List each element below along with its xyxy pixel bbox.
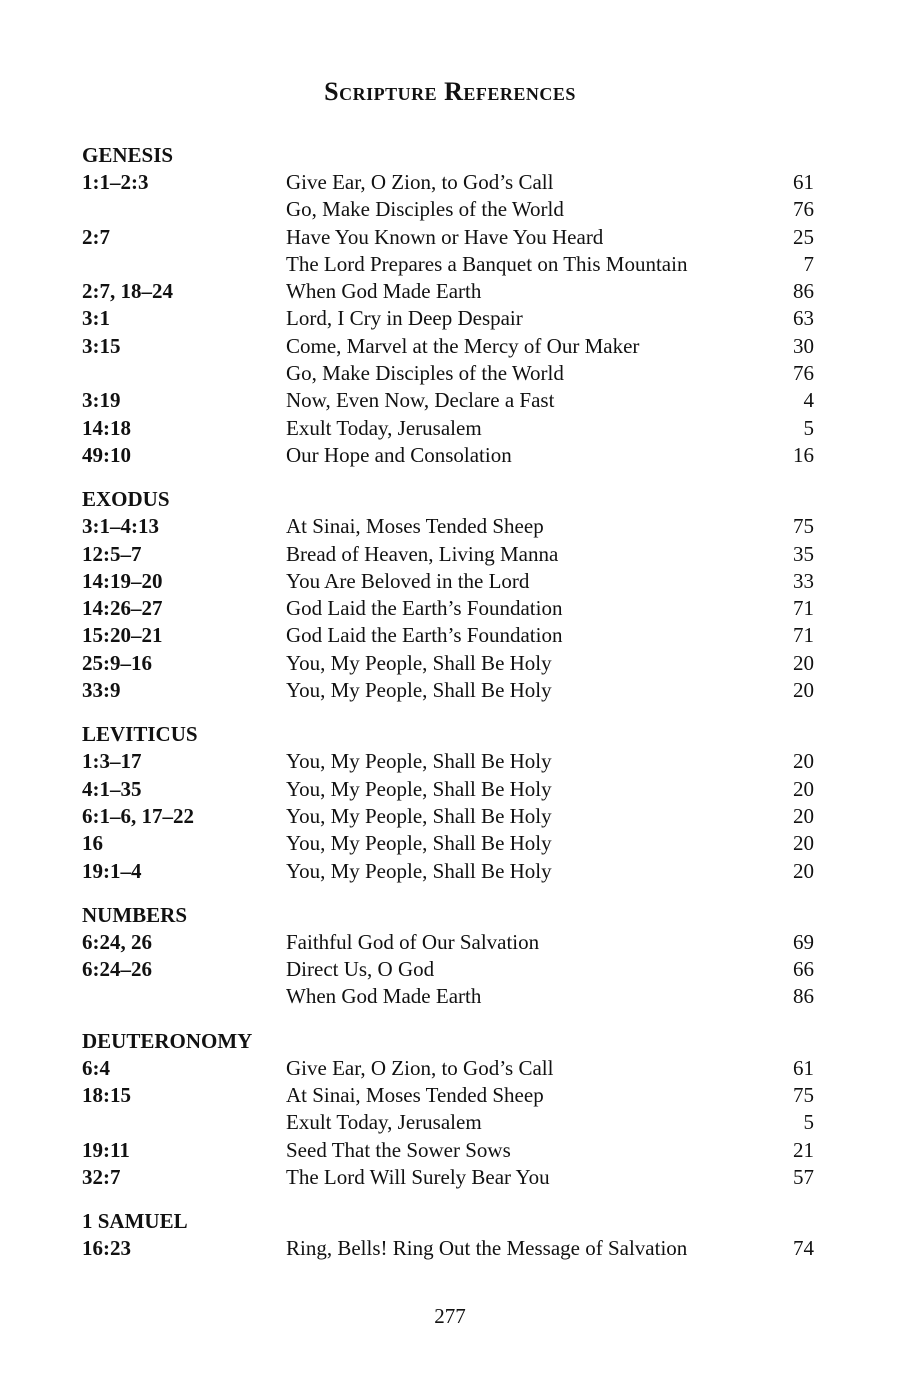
page-title: Scripture References (324, 77, 576, 106)
book-heading: EXODUS (82, 487, 170, 512)
scripture-reference: 6:24, 26 (82, 929, 152, 954)
hymn-number: 21 (793, 1137, 814, 1162)
reference-row (82, 196, 814, 223)
hymn-title: God Laid the Earth’s Foundation (286, 596, 563, 621)
hymn-title: Bread of Heaven, Living Manna (286, 541, 559, 566)
hymn-number: 4 (803, 388, 814, 413)
hymn-title: You, My People, Shall Be Holy (286, 803, 552, 828)
hymn-number: 71 (793, 623, 814, 648)
scripture-reference: 2:7, 18–24 (82, 279, 173, 304)
hymn-title: When God Made Earth (286, 279, 482, 304)
hymn-title: Seed That the Sower Sows (286, 1137, 511, 1162)
hymn-title: You, My People, Shall Be Holy (286, 831, 552, 856)
hymn-number: 20 (793, 650, 814, 675)
scripture-reference: 18:15 (82, 1083, 131, 1108)
hymn-number: 69 (793, 929, 814, 954)
scripture-reference: 49:10 (82, 442, 131, 467)
hymn-title: Direct Us, O God (286, 957, 435, 982)
book-section (82, 142, 814, 469)
hymn-title: You, My People, Shall Be Holy (286, 678, 552, 703)
reference-row (82, 1137, 814, 1164)
hymn-number: 20 (793, 678, 814, 703)
scripture-reference: 19:1–4 (82, 858, 142, 883)
book-section (82, 486, 814, 704)
scripture-reference: 15:20–21 (82, 623, 163, 648)
scripture-reference: 6:4 (82, 1055, 110, 1080)
hymn-title: You, My People, Shall Be Holy (286, 749, 552, 774)
book-heading: LEVITICUS (82, 722, 198, 747)
scripture-reference: 4:1–35 (82, 776, 142, 801)
hymn-title: At Sinai, Moses Tended Sheep (286, 514, 544, 539)
hymn-number: 30 (793, 333, 814, 358)
scripture-reference: 1:1–2:3 (82, 170, 149, 194)
reference-row (82, 983, 814, 1010)
reference-row (82, 622, 814, 649)
book-section (82, 902, 814, 1011)
reference-row (82, 251, 814, 278)
hymn-number: 57 (793, 1164, 814, 1189)
hymn-number: 20 (793, 776, 814, 801)
reference-row (82, 169, 814, 196)
page-number: 277 (434, 1304, 466, 1328)
hymn-title: At Sinai, Moses Tended Sheep (286, 1083, 544, 1108)
hymn-title: Go, Make Disciples of the World (286, 197, 564, 222)
reference-row (82, 803, 814, 830)
book-section (82, 1208, 814, 1262)
reference-row (82, 513, 814, 540)
scripture-reference: 6:1–6, 17–22 (82, 803, 194, 828)
reference-row (82, 333, 814, 360)
reference-row (82, 677, 814, 704)
scripture-reference: 25:9–16 (82, 650, 152, 675)
hymn-title: God Laid the Earth’s Foundation (286, 623, 563, 648)
hymn-title: When God Made Earth (286, 984, 482, 1009)
reference-row (82, 650, 814, 677)
reference-row (82, 1109, 814, 1136)
book-heading: 1 SAMUEL (82, 1209, 188, 1234)
hymn-title: Give Ear, O Zion, to God’s Call (286, 170, 554, 194)
hymn-number: 5 (803, 1110, 814, 1135)
hymn-title: Go, Make Disciples of the World (286, 361, 564, 386)
hymn-number: 86 (793, 279, 814, 304)
hymn-title: You, My People, Shall Be Holy (286, 776, 552, 801)
hymn-title: You, My People, Shall Be Holy (286, 650, 552, 675)
reference-row (82, 595, 814, 622)
reference-row (82, 1082, 814, 1109)
book-heading: DEUTERONOMY (82, 1028, 253, 1053)
scripture-reference: 2:7 (82, 224, 110, 249)
scripture-index (82, 142, 814, 1280)
hymn-title: The Lord Prepares a Banquet on This Mountain (286, 251, 688, 276)
reference-row (82, 748, 814, 775)
hymn-number: 74 (793, 1236, 814, 1261)
reference-row (82, 830, 814, 857)
hymn-number: 86 (793, 984, 814, 1009)
hymn-number: 25 (793, 224, 814, 249)
reference-row (82, 224, 814, 251)
reference-row (82, 278, 814, 305)
hymn-number: 7 (803, 251, 814, 276)
scripture-reference: 12:5–7 (82, 541, 142, 566)
hymn-number: 20 (793, 749, 814, 774)
book-heading: GENESIS (82, 143, 174, 167)
hymn-number: 61 (793, 1055, 814, 1080)
reference-row (82, 305, 814, 332)
hymn-title: The Lord Will Surely Bear You (286, 1164, 550, 1189)
hymn-title: Faithful God of Our Salvation (286, 929, 540, 954)
scripture-reference: 14:18 (82, 415, 131, 440)
reference-row (82, 442, 814, 469)
hymn-number: 61 (793, 170, 814, 194)
scripture-reference: 16:23 (82, 1236, 131, 1261)
hymn-title: You, My People, Shall Be Holy (286, 858, 552, 883)
reference-row (82, 1055, 814, 1082)
hymn-number: 5 (803, 415, 814, 440)
hymn-title: Have You Known or Have You Heard (286, 224, 604, 249)
reference-row (82, 415, 814, 442)
scripture-reference: 14:19–20 (82, 568, 163, 593)
hymn-title: Lord, I Cry in Deep Despair (286, 306, 523, 331)
hymn-title: Give Ear, O Zion, to God’s Call (286, 1055, 554, 1080)
hymn-number: 66 (793, 957, 814, 982)
hymn-number: 16 (793, 442, 814, 467)
book-heading: NUMBERS (82, 902, 188, 927)
reference-row (82, 387, 814, 414)
hymn-number: 76 (793, 361, 814, 386)
hymn-number: 20 (793, 858, 814, 883)
hymn-title: Now, Even Now, Declare a Fast (286, 388, 555, 413)
reference-row (82, 1235, 814, 1262)
scripture-reference: 3:15 (82, 333, 121, 358)
hymn-title: Come, Marvel at the Mercy of Our Maker (286, 333, 640, 358)
book-section (82, 721, 814, 884)
reference-row (82, 541, 814, 568)
hymn-title: You Are Beloved in the Lord (286, 568, 530, 593)
scripture-reference: 33:9 (82, 678, 121, 703)
hymn-number: 20 (793, 831, 814, 856)
reference-row (82, 858, 814, 885)
hymn-title: Exult Today, Jerusalem (286, 1110, 482, 1135)
reference-row (82, 776, 814, 803)
reference-row (82, 568, 814, 595)
hymn-title: Ring, Bells! Ring Out the Message of Salvation (286, 1236, 688, 1261)
scripture-reference: 32:7 (82, 1164, 121, 1189)
hymn-number: 33 (793, 568, 814, 593)
reference-row (82, 1164, 814, 1191)
hymn-title: Exult Today, Jerusalem (286, 415, 482, 440)
hymn-number: 35 (793, 541, 814, 566)
hymn-number: 20 (793, 803, 814, 828)
scripture-reference: 3:19 (82, 388, 121, 413)
scripture-reference: 16 (82, 831, 103, 856)
reference-row (82, 956, 814, 983)
scripture-reference: 19:11 (82, 1137, 130, 1162)
reference-row (82, 360, 814, 387)
hymn-number: 75 (793, 1083, 814, 1108)
scripture-reference: 1:3–17 (82, 749, 142, 774)
hymn-number: 75 (793, 514, 814, 539)
hymn-title: Our Hope and Consolation (286, 442, 512, 467)
scripture-reference: 3:1–4:13 (82, 514, 159, 539)
scripture-reference: 3:1 (82, 306, 110, 331)
hymn-number: 63 (793, 306, 814, 331)
book-section (82, 1028, 814, 1191)
reference-row (82, 929, 814, 956)
scripture-reference: 14:26–27 (82, 596, 163, 621)
scripture-reference: 6:24–26 (82, 957, 152, 982)
hymn-number: 71 (793, 596, 814, 621)
hymn-number: 76 (793, 197, 814, 222)
